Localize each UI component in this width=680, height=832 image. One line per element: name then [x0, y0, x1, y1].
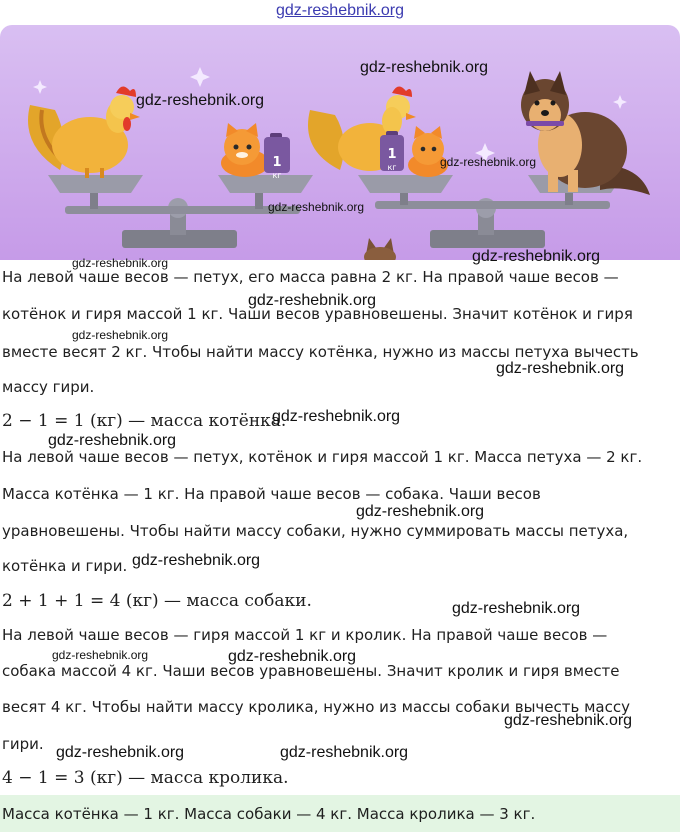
paragraph-line: На левой чаше весов — петух, котёнок и гиря массой 1 кг. Масса петуха — 2 кг. [2, 448, 643, 466]
equation-kitten: 2 − 1 = 1 (кг) — масса котёнка. [2, 411, 287, 431]
watermark: gdz-reshebnik.org [48, 432, 177, 449]
paragraph-line: уравновешены. Чтобы найти массу собаки, нужно суммировать массы петуха, [2, 522, 629, 540]
watermark: gdz-reshebnik.org [496, 360, 625, 377]
paragraph-line: массу гири. [2, 378, 95, 396]
watermark: gdz-reshebnik.org [360, 59, 489, 76]
watermark: gdz-reshebnik.org [356, 503, 485, 520]
rooster-left [28, 86, 140, 178]
paragraph-line: котёнок и гиря массой 1 кг. Чаши весов уравновешены. Значит котёнок и гиря [2, 305, 633, 323]
weight-right-label: 1 кг [387, 147, 397, 172]
paragraph-line: собака массой 4 кг. Чаши весов уравновешены. Значит кролик и гиря вместе [2, 662, 620, 680]
answer-text: Масса котёнка — 1 кг. Масса собаки — 4 кг. Масса кролика — 3 кг. [2, 805, 536, 823]
watermark: gdz-reshebnik.org [132, 552, 261, 569]
watermark: gdz-reshebnik.org [72, 328, 169, 342]
paragraph-line: вместе весят 2 кг. Чтобы найти массу котёнка, нужно из массы петуха вычесть [2, 343, 639, 361]
paragraph-line: гири. [2, 735, 44, 753]
watermark: gdz-reshebnik.org [272, 408, 401, 425]
watermark: gdz-reshebnik.org [440, 155, 537, 169]
watermark: gdz-reshebnik.org [72, 256, 169, 270]
watermark: gdz-reshebnik.org [280, 744, 409, 761]
equation-rabbit: 4 − 1 = 3 (кг) — масса кролика. [2, 768, 289, 788]
watermark-link[interactable]: gdz-reshebnik.org [275, 2, 405, 19]
paragraph-line: Масса котёнка — 1 кг. На правой чаше весов — собака. Чаши весов [2, 485, 541, 503]
watermark: gdz-reshebnik.org [452, 600, 581, 617]
watermark: gdz-reshebnik.org [472, 248, 601, 265]
paragraph-line: котёнка и гири. [2, 557, 128, 575]
rabbit-peek [364, 238, 396, 260]
weight-left-label: 1 кг [272, 155, 282, 180]
illustration-banner [0, 25, 680, 260]
watermark: gdz-reshebnik.org [136, 92, 265, 109]
scales-illustration [0, 25, 680, 260]
watermark: gdz-reshebnik.org [56, 744, 185, 761]
watermark: gdz-reshebnik.org [228, 648, 357, 665]
paragraph-line: весят 4 кг. Чтобы найти массу кролика, нужно из массы собаки вычесть массу [2, 698, 630, 716]
watermark: gdz-reshebnik.org [268, 200, 365, 214]
watermark: gdz-reshebnik.org [248, 292, 377, 309]
watermark: gdz-reshebnik.org [504, 712, 633, 729]
watermark: gdz-reshebnik.org [52, 648, 149, 662]
answer-box [0, 795, 680, 832]
equation-dog: 2 + 1 + 1 = 4 (кг) — масса собаки. [2, 591, 312, 611]
paragraph-line: На левой чаше весов — гиря массой 1 кг и кролик. На правой чаше весов — [2, 626, 608, 644]
kitten-right [408, 126, 448, 177]
paragraph-line: На левой чаше весов — петух, его масса равна 2 кг. На правой чаше весов — [2, 268, 619, 286]
